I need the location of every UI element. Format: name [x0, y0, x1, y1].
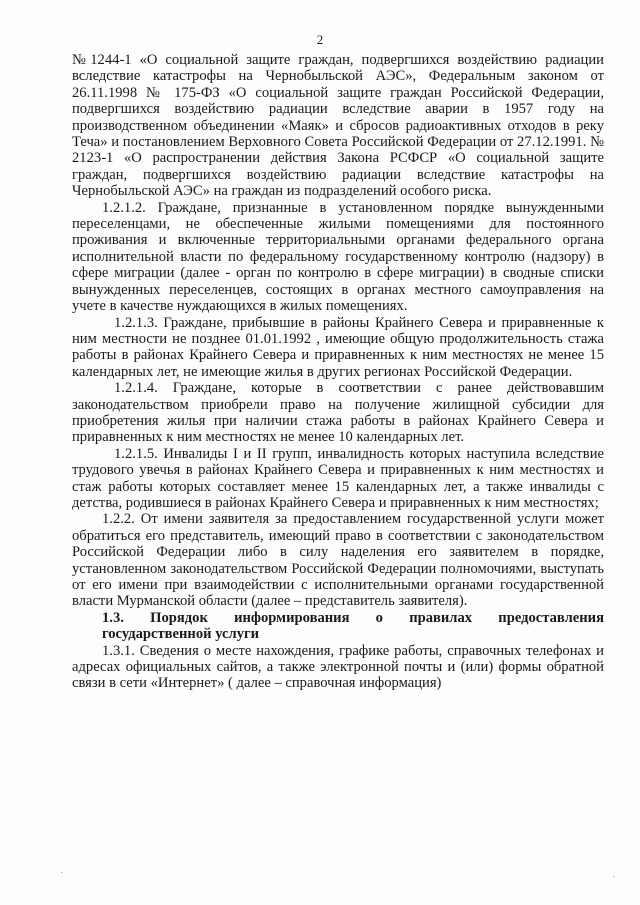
paragraph-1-2-1-4: 1.2.1.4. Граждане, которые в соответствии с ранее действовавшим законодательством приобрели право на получение жилищной субсидии для приобретения жилья при наличии стажа работы в районах Крайнего Севера и приравненных к ним местностях не менее 10 календарных лет.: [72, 380, 604, 446]
paragraph-1-3-1: 1.3.1. Сведения о месте нахождения, графике работы, справочных телефонах и адресах официальных сайтов, а также электронной почты и (или) формы обратной связи в сети «Интернет» ( далее – справочная информация): [72, 642, 604, 692]
paragraph-1-2-1-5: 1.2.1.5. Инвалиды I и II групп, инвалидность которых наступила вследствие трудового увечья в районах Крайнего Севера и приравненных к ним местностях и стаж работы которых составляет менее 15 календарных лет, а также инвалиды с детства, родившиеся в районах Крайнего Севера и приравненных к ним местностях;: [72, 445, 604, 511]
document-body: [72, 52, 604, 692]
paragraph-law-references: №1244-1 «О социальной защите граждан, подвергшихся воздействию радиации вследствие катастрофы на Чернобыльской АЭС», Федеральным законом от 26.11.1998 № 175-ФЗ «О социальной защите граждан Российской Федерации, подвергшихся воздействию радиации вследствие аварии в 1957 году на производственном объединении «Маяк» и сбросов радиоактивных отходов в реку Теча» и постановлением Верховного Совета Российской Федерации от 27.12.1991. № 2123-1 «О распространении действия Закона РСФСР «О социальной защите граждан, подвергшихся воздействию радиации вследствие катастрофы на Чернобыльской АЭС» на граждан из подразделений особого риска.: [72, 52, 604, 200]
scan-speck: ·: [612, 871, 616, 883]
paragraph-1-2-1-3: 1.2.1.3. Граждане, прибывшие в районы Крайнего Севера и приравненные к ним местности не позднее 01.01.1992 , имеющие общую продолжительность стажа работы в районах Крайнего Севера и приравненных к ним местностях не менее 15 календарных лет, не имеющие жилья в других регионах Российской Федерации.: [72, 314, 604, 380]
scan-speck: ·: [60, 867, 64, 879]
paragraph-1-2-2: 1.2.2. От имени заявителя за предоставлением государственной услуги может обратиться его представитель, имеющий право в соответствии с законодательством Российской Федерации либо в силу наделения его заявителем в порядке, установленном законодательством Российской Федерации полномочиями, выступать от его имени при взаимодействии с исполнительными органами государственной власти Мурманской области (далее – представитель заявителя).: [72, 511, 604, 610]
page-number: 2: [316, 32, 324, 47]
paragraph-1-2-1-2: 1.2.1.2. Граждане, признанные в установленном порядке вынужденными переселенцами, не обеспеченные жилыми помещениями для постоянного проживания и включенные территориальными органами федерального органа исполнительной власти по федеральному государственному контролю (надзору) в сфере миграции (далее - орган по контролю в сфере миграции) в сводные списки вынужденных переселенцев, состоящих в органах местного самоуправления на учете в качестве нуждающихся в жилых помещениях.: [72, 199, 604, 315]
section-heading-1-3: 1.3. Порядок информирования о правилах предоставления государственной услуги: [102, 609, 604, 643]
